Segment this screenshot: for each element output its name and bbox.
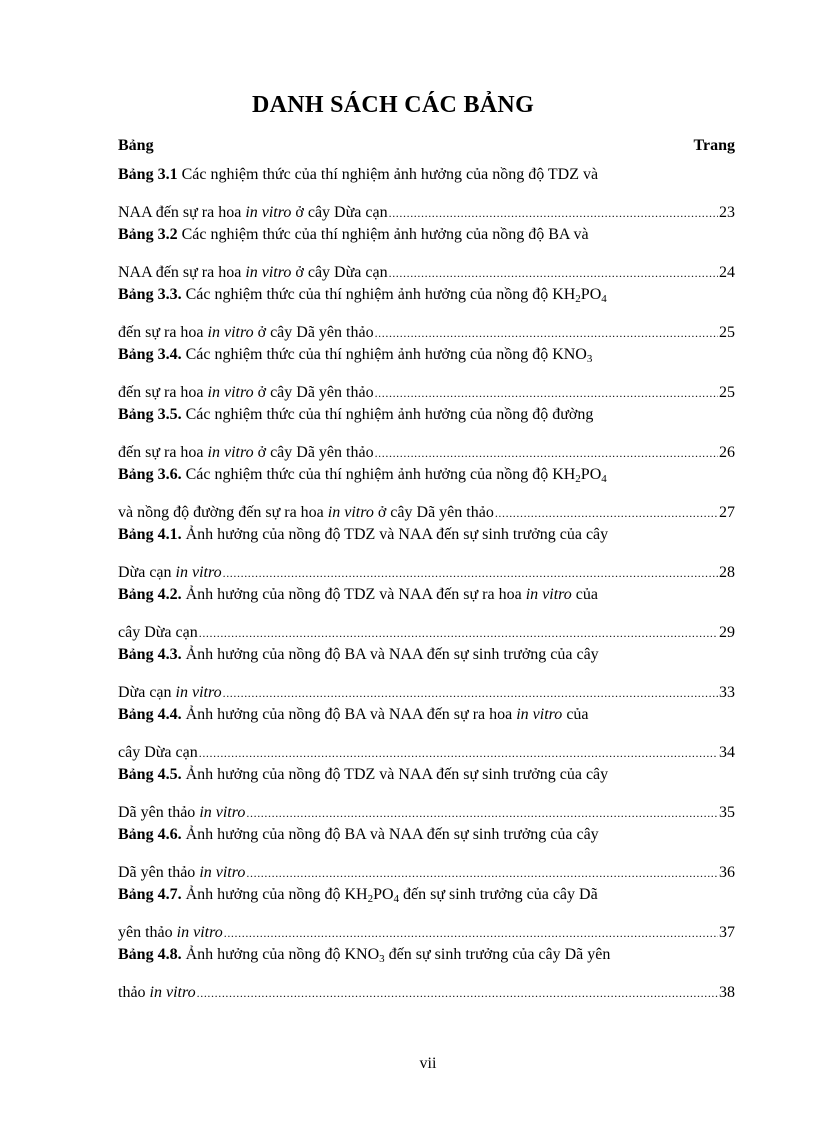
entry-caption-line2: yên thảo in vitro ..... 37 bbox=[118, 914, 735, 944]
entry-caption-line1: Bảng 4.2. Ảnh hưởng của nồng độ TDZ và NAA đến sự ra hoa in vitro của bbox=[118, 586, 598, 603]
entry-caption-line1: Bảng 4.5. Ảnh hưởng của nồng độ TDZ và NAA đến sự sinh trưởng của cây bbox=[118, 766, 609, 783]
entry-code: Bảng 4.2. bbox=[118, 586, 182, 603]
entry-page-number[interactable]: 25 bbox=[719, 384, 735, 401]
table-list bbox=[118, 164, 735, 1004]
dot-leader bbox=[375, 382, 718, 404]
entry-code: Bảng 4.1. bbox=[118, 526, 182, 543]
entry-code: Bảng 3.4. bbox=[118, 346, 182, 363]
page-footer bbox=[0, 1055, 816, 1073]
list-item[interactable] bbox=[118, 464, 735, 524]
entry-code: Bảng 4.7. bbox=[118, 886, 182, 903]
entry-caption-line1: Bảng 4.8. Ảnh hưởng của nồng độ $KNO_3$ đến sự sinh trưởng của cây Dã yên bbox=[118, 946, 611, 965]
entry-caption-line1: Bảng 4.1. Ảnh hưởng của nồng độ TDZ và NAA đến sự sinh trưởng của cây bbox=[118, 526, 609, 543]
entry-page-number[interactable]: 24 bbox=[719, 264, 735, 281]
entry-code: Bảng 4.4. bbox=[118, 706, 182, 723]
entry-page-number[interactable]: 33 bbox=[719, 684, 735, 701]
entry-page-number[interactable]: 36 bbox=[719, 864, 735, 881]
dot-leader bbox=[197, 982, 718, 1004]
entry-caption-line2: cây Dừa cạn ..... 34 bbox=[118, 734, 735, 764]
entry-caption-line1: Bảng 3.1 Các nghiệm thức của thí nghiệm ảnh hưởng của nồng độ TDZ và bbox=[118, 166, 599, 183]
entry-page-number[interactable]: 29 bbox=[719, 624, 735, 641]
entry-caption-line1: Bảng 3.3. Các nghiệm thức của thí nghiệm ảnh hưởng của nồng độ $KH_2PO_4$ bbox=[118, 286, 607, 305]
entry-caption-line2: đến sự ra hoa in vitro ở cây Dã yên thảo ..... 25 bbox=[118, 314, 735, 344]
list-item[interactable] bbox=[118, 284, 735, 344]
dot-leader bbox=[199, 742, 718, 764]
list-item[interactable] bbox=[118, 704, 735, 764]
dot-leader bbox=[495, 502, 718, 524]
entry-caption-line2: cây Dừa cạn ..... 29 bbox=[118, 614, 735, 644]
entry-caption-line1: Bảng 4.4. Ảnh hưởng của nồng độ BA và NAA đến sự ra hoa in vitro của bbox=[118, 706, 589, 723]
dot-leader bbox=[224, 922, 718, 944]
dot-leader bbox=[389, 202, 718, 224]
entry-caption-line2: Dã yên thảo in vitro ..... 35 bbox=[118, 794, 735, 824]
dot-leader bbox=[223, 562, 718, 584]
entry-code: Bảng 4.6. bbox=[118, 826, 182, 843]
list-item[interactable] bbox=[118, 764, 735, 824]
entry-page-number[interactable]: 23 bbox=[719, 204, 735, 221]
list-item[interactable] bbox=[118, 584, 735, 644]
entry-page-number[interactable]: 28 bbox=[719, 564, 735, 581]
entry-caption-line2: đến sự ra hoa in vitro ở cây Dã yên thảo ..... 26 bbox=[118, 434, 735, 464]
list-item[interactable] bbox=[118, 224, 735, 284]
page-title: DANH SÁCH CÁC BẢNG bbox=[251, 92, 535, 118]
entry-page-number[interactable]: 26 bbox=[719, 444, 735, 461]
entry-caption-line1: Bảng 3.6. Các nghiệm thức của thí nghiệm ảnh hưởng của nồng độ $KH_2PO_4$ bbox=[118, 466, 607, 485]
entry-page-number[interactable]: 35 bbox=[719, 804, 735, 821]
dot-leader bbox=[246, 802, 718, 824]
list-item[interactable] bbox=[118, 824, 735, 884]
entry-caption-line1: Bảng 3.2 Các nghiệm thức của thí nghiệm ảnh hưởng của nồng độ BA và bbox=[118, 226, 589, 243]
entry-caption-line2: và nồng độ đường đến sự ra hoa in vitro ở cây Dã yên thảo ..... 27 bbox=[118, 494, 735, 524]
entry-caption-line2: NAA đến sự ra hoa in vitro ở cây Dừa cạn ..... 23 bbox=[118, 194, 735, 224]
footer-page-number: vii bbox=[419, 1055, 437, 1072]
entry-page-number[interactable]: 34 bbox=[719, 744, 735, 761]
entry-caption-line2: đến sự ra hoa in vitro ở cây Dã yên thảo ..... 25 bbox=[118, 374, 735, 404]
entry-code: Bảng 3.2 bbox=[118, 226, 178, 243]
entry-code: Bảng 3.6. bbox=[118, 466, 182, 483]
list-item[interactable] bbox=[118, 524, 735, 584]
entry-page-number[interactable]: 38 bbox=[719, 984, 735, 1001]
entry-code: Bảng 3.5. bbox=[118, 406, 182, 423]
dot-leader bbox=[223, 682, 718, 704]
entry-code: Bảng 4.5. bbox=[118, 766, 182, 783]
entry-caption-line1: Bảng 3.5. Các nghiệm thức của thí nghiệm ảnh hưởng của nồng độ đường bbox=[118, 406, 594, 423]
dot-leader bbox=[199, 622, 718, 644]
entry-caption-line1: Bảng 4.6. Ảnh hưởng của nồng độ BA và NAA đến sự sinh trưởng của cây bbox=[118, 826, 599, 843]
entry-caption-line1: Bảng 3.4. Các nghiệm thức của thí nghiệm ảnh hưởng của nồng độ $KNO_3$ bbox=[118, 346, 593, 365]
dot-leader bbox=[375, 322, 718, 344]
list-item[interactable] bbox=[118, 944, 735, 1004]
entry-page-number[interactable]: 25 bbox=[719, 324, 735, 341]
entry-code: Bảng 3.3. bbox=[118, 286, 182, 303]
entry-caption-line2: thảo in vitro ..... 38 bbox=[118, 974, 735, 1004]
entry-page-number[interactable]: 27 bbox=[719, 504, 735, 521]
column-header-table: Bảng bbox=[118, 137, 154, 154]
entry-code: Bảng 3.1 bbox=[118, 166, 178, 183]
entry-caption-line1: Bảng 4.3. Ảnh hưởng của nồng độ BA và NAA đến sự sinh trưởng của cây bbox=[118, 646, 599, 663]
column-header-row bbox=[118, 137, 735, 155]
entry-code: Bảng 4.8. bbox=[118, 946, 182, 963]
entry-caption-line2: Dã yên thảo in vitro ..... 36 bbox=[118, 854, 735, 884]
entry-caption-line2: Dừa cạn in vitro ..... 28 bbox=[118, 554, 735, 584]
list-item[interactable] bbox=[118, 884, 735, 944]
dot-leader bbox=[389, 262, 718, 284]
list-item[interactable] bbox=[118, 164, 735, 224]
column-header-page: Trang bbox=[693, 137, 735, 154]
entry-code: Bảng 4.3. bbox=[118, 646, 182, 663]
entry-caption-line2: NAA đến sự ra hoa in vitro ở cây Dừa cạn ..... 24 bbox=[118, 254, 735, 284]
list-item[interactable] bbox=[118, 344, 735, 404]
list-item[interactable] bbox=[118, 404, 735, 464]
entry-page-number[interactable]: 37 bbox=[719, 924, 735, 941]
entry-caption-line2: Dừa cạn in vitro ..... 33 bbox=[118, 674, 735, 704]
list-item[interactable] bbox=[118, 644, 735, 704]
dot-leader bbox=[246, 862, 718, 884]
dot-leader bbox=[375, 442, 718, 464]
entry-caption-line1: Bảng 4.7. Ảnh hưởng của nồng độ $KH_2PO_4$ đến sự sinh trưởng của cây Dã bbox=[118, 886, 598, 905]
